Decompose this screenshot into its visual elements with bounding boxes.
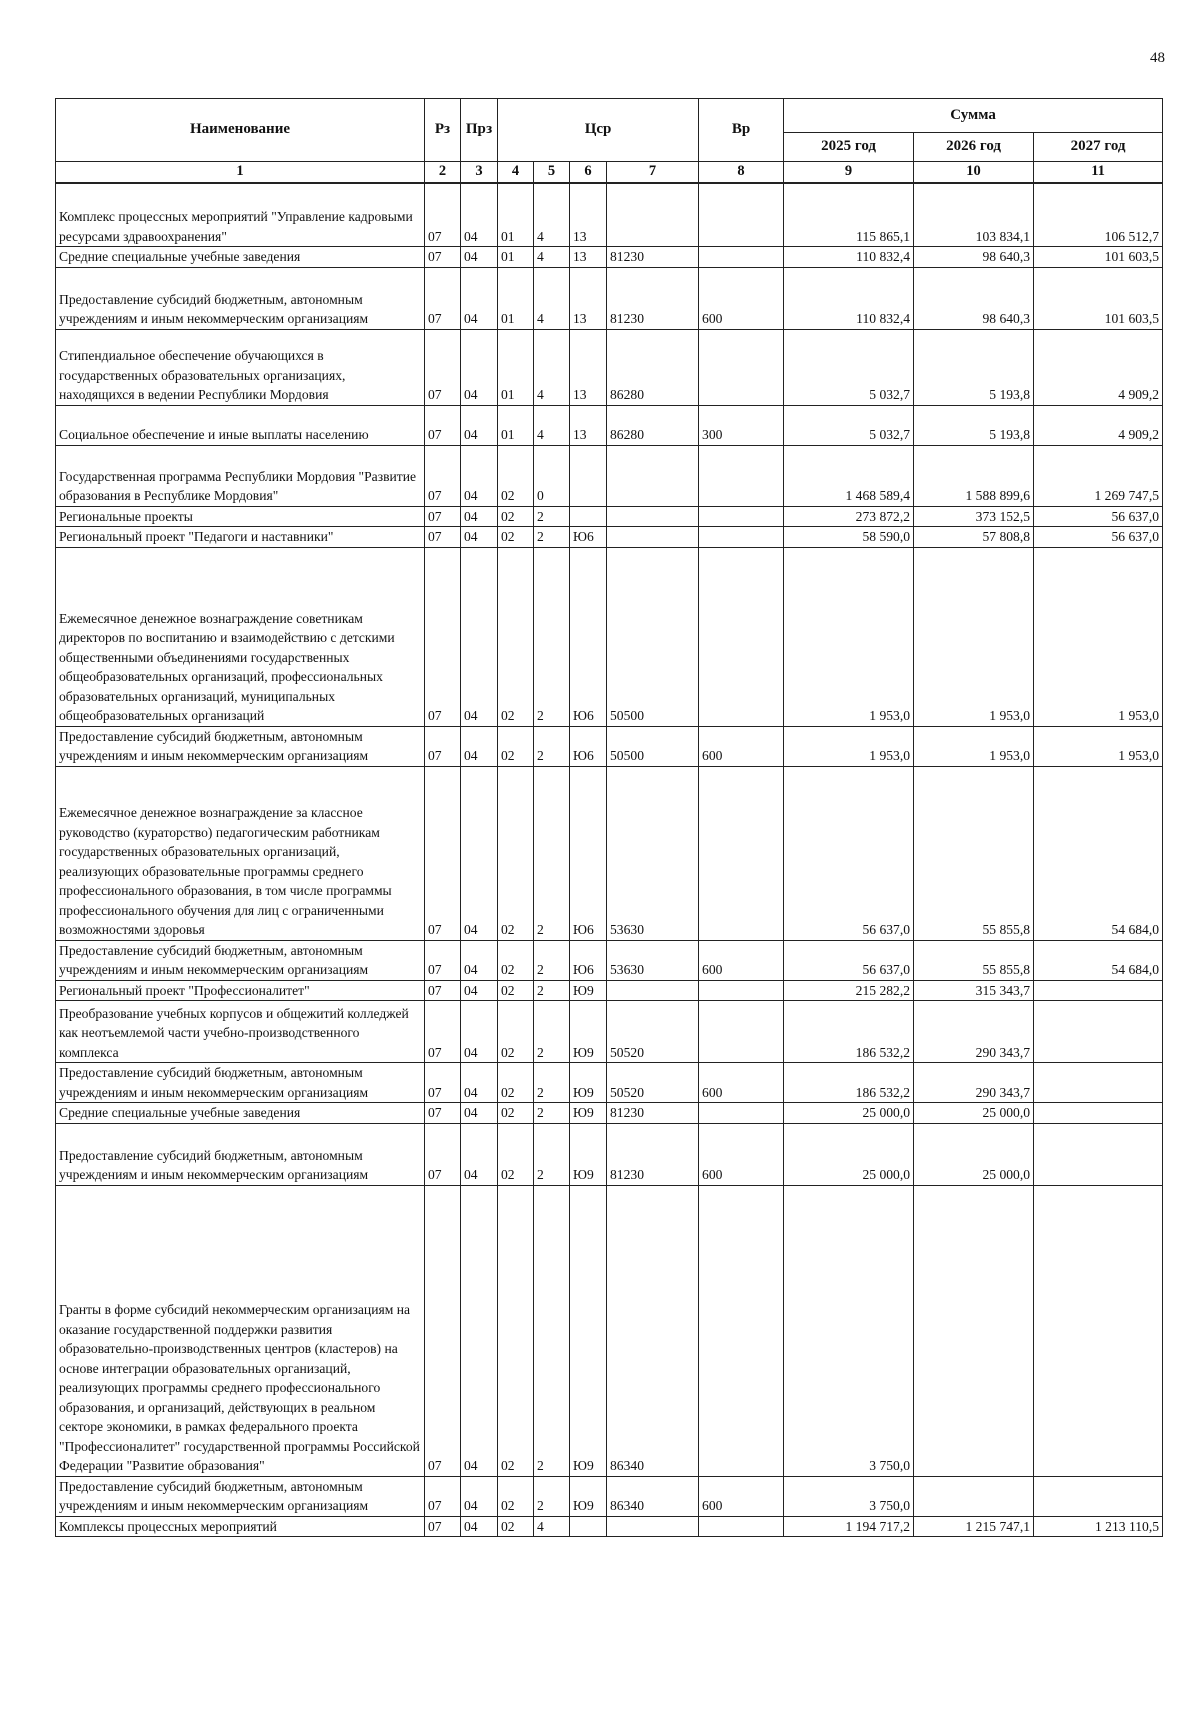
row-sum-2027: 1 269 747,5 [1034,445,1163,506]
column-number: 3 [461,162,498,183]
table-row [56,1001,1163,1063]
row-csr-4: 02 [498,980,534,1001]
row-prz: 04 [461,1516,498,1537]
row-name: Предоставление субсидий бюджетным, автономным учреждениям и иным некоммерческим организациям [56,1476,425,1516]
row-csr-6: Ю6 [570,766,607,940]
row-sum-2027: 56 637,0 [1034,527,1163,548]
row-rz: 07 [425,1063,461,1103]
row-sum-2027 [1034,1063,1163,1103]
row-csr-6: 13 [570,329,607,405]
row-csr-4: 01 [498,267,534,329]
row-sum-2027: 106 512,7 [1034,183,1163,247]
row-csr-5: 2 [534,547,570,726]
row-prz: 04 [461,1185,498,1476]
header-vr: Вр [699,99,784,162]
page-number: 48 [1150,50,1165,66]
row-sum-2025: 5 032,7 [784,405,914,445]
row-csr-4: 02 [498,547,534,726]
column-number: 1 [56,162,425,183]
row-rz: 07 [425,183,461,247]
header-name: Наименование [56,99,425,162]
row-sum-2025: 58 590,0 [784,527,914,548]
row-sum-2027: 54 684,0 [1034,766,1163,940]
header-rz: Рз [425,99,461,162]
row-csr-5: 2 [534,1063,570,1103]
row-csr-4: 01 [498,405,534,445]
column-number: 7 [607,162,699,183]
row-csr-7: 50520 [607,1001,699,1063]
column-number: 6 [570,162,607,183]
table-row [56,547,1163,726]
row-csr-7 [607,183,699,247]
row-rz: 07 [425,1185,461,1476]
row-prz: 04 [461,1123,498,1185]
row-csr-7 [607,1516,699,1537]
row-sum-2027: 4 909,2 [1034,405,1163,445]
row-prz: 04 [461,940,498,980]
row-csr-7: 53630 [607,766,699,940]
row-sum-2027 [1034,980,1163,1001]
row-prz: 04 [461,547,498,726]
row-csr-7: 50500 [607,547,699,726]
row-sum-2025: 215 282,2 [784,980,914,1001]
row-sum-2026: 290 343,7 [914,1001,1034,1063]
row-csr-7 [607,506,699,527]
row-sum-2025: 3 750,0 [784,1476,914,1516]
row-sum-2025: 3 750,0 [784,1185,914,1476]
row-name: Средние специальные учебные заведения [56,247,425,268]
row-csr-4: 02 [498,1185,534,1476]
row-prz: 04 [461,329,498,405]
budget-table [55,98,1163,1537]
row-csr-7: 53630 [607,940,699,980]
row-name: Предоставление субсидий бюджетным, автономным учреждениям и иным некоммерческим организациям [56,1063,425,1103]
row-name: Региональный проект "Педагоги и наставники" [56,527,425,548]
row-name: Предоставление субсидий бюджетным, автономным учреждениям и иным некоммерческим организациям [56,1123,425,1185]
row-prz: 04 [461,506,498,527]
row-sum-2027 [1034,1123,1163,1185]
row-sum-2026: 1 953,0 [914,547,1034,726]
row-sum-2026: 98 640,3 [914,267,1034,329]
row-csr-5: 2 [534,1103,570,1124]
row-csr-6: Ю9 [570,980,607,1001]
row-csr-6 [570,506,607,527]
header-year-2026: 2026 год [914,133,1034,162]
row-rz: 07 [425,1103,461,1124]
row-csr-6: Ю6 [570,547,607,726]
column-number: 2 [425,162,461,183]
row-prz: 04 [461,1001,498,1063]
row-vr [699,766,784,940]
row-csr-7: 86340 [607,1185,699,1476]
table-body [56,183,1163,1537]
row-sum-2025: 110 832,4 [784,247,914,268]
table-row [56,940,1163,980]
row-sum-2027: 101 603,5 [1034,247,1163,268]
row-csr-6: Ю9 [570,1123,607,1185]
row-sum-2025: 186 532,2 [784,1001,914,1063]
row-csr-5: 2 [534,726,570,766]
row-name: Стипендиальное обеспечение обучающихся в государственных образовательных организациях, находящихся в ведении Республики Мордовия [56,329,425,405]
row-sum-2027: 1 953,0 [1034,547,1163,726]
row-csr-5: 0 [534,445,570,506]
row-sum-2025: 1 953,0 [784,726,914,766]
row-vr [699,1516,784,1537]
row-sum-2026: 5 193,8 [914,329,1034,405]
row-name: Региональные проекты [56,506,425,527]
row-rz: 07 [425,940,461,980]
row-sum-2027 [1034,1476,1163,1516]
row-vr [699,1185,784,1476]
table-row [56,1476,1163,1516]
row-rz: 07 [425,445,461,506]
row-csr-4: 02 [498,1001,534,1063]
row-sum-2026: 25 000,0 [914,1103,1034,1124]
row-csr-6: Ю9 [570,1001,607,1063]
row-prz: 04 [461,527,498,548]
row-csr-4: 02 [498,1516,534,1537]
row-name: Ежемесячное денежное вознаграждение за классное руководство (кураторство) педагогическим работникам государственных образовательных организаций, реализующих образовательные программы среднего профессионального образования, в том числе программы профессионального обучения для лиц с ограниченными возможностями здоровья [56,766,425,940]
column-number: 9 [784,162,914,183]
row-sum-2026: 373 152,5 [914,506,1034,527]
header-year-2027: 2027 год [1034,133,1163,162]
row-vr: 600 [699,267,784,329]
row-csr-4: 02 [498,1476,534,1516]
row-name: Социальное обеспечение и иные выплаты населению [56,405,425,445]
table-row [56,267,1163,329]
row-csr-6 [570,445,607,506]
row-sum-2026 [914,1185,1034,1476]
header-prz: Прз [461,99,498,162]
row-rz: 07 [425,1476,461,1516]
row-csr-6: Ю6 [570,527,607,548]
table-row [56,329,1163,405]
row-vr: 600 [699,1476,784,1516]
row-name: Средние специальные учебные заведения [56,1103,425,1124]
row-name: Государственная программа Республики Мордовия "Развитие образования в Республике Мордовия" [56,445,425,506]
row-csr-7 [607,527,699,548]
row-csr-7: 50500 [607,726,699,766]
row-sum-2025: 1 468 589,4 [784,445,914,506]
row-csr-5: 4 [534,405,570,445]
row-vr [699,506,784,527]
row-csr-7: 81230 [607,247,699,268]
row-prz: 04 [461,183,498,247]
row-vr [699,329,784,405]
row-sum-2025: 186 532,2 [784,1063,914,1103]
row-csr-7 [607,445,699,506]
row-vr [699,1103,784,1124]
column-number: 5 [534,162,570,183]
table-row [56,445,1163,506]
row-prz: 04 [461,766,498,940]
row-csr-4: 02 [498,940,534,980]
row-sum-2026: 57 808,8 [914,527,1034,548]
table-row [56,1103,1163,1124]
row-sum-2027: 54 684,0 [1034,940,1163,980]
row-prz: 04 [461,405,498,445]
row-csr-6: Ю9 [570,1476,607,1516]
row-csr-4: 02 [498,506,534,527]
row-sum-2025: 273 872,2 [784,506,914,527]
row-vr [699,247,784,268]
row-name: Преобразование учебных корпусов и общежитий колледжей как неотъемлемой части учебно-производственного комплекса [56,1001,425,1063]
row-name: Предоставление субсидий бюджетным, автономным учреждениям и иным некоммерческим организациям [56,267,425,329]
row-rz: 07 [425,329,461,405]
row-csr-6: 13 [570,183,607,247]
row-csr-6: Ю9 [570,1063,607,1103]
row-sum-2027: 1 213 110,5 [1034,1516,1163,1537]
row-csr-5: 2 [534,506,570,527]
column-number: 8 [699,162,784,183]
row-csr-4: 02 [498,527,534,548]
row-sum-2026: 290 343,7 [914,1063,1034,1103]
row-csr-4: 02 [498,1123,534,1185]
row-prz: 04 [461,980,498,1001]
header-csr: Цср [498,99,699,162]
row-csr-7: 86340 [607,1476,699,1516]
row-csr-5: 4 [534,247,570,268]
row-csr-5: 2 [534,1001,570,1063]
row-sum-2026: 25 000,0 [914,1123,1034,1185]
row-csr-5: 2 [534,1476,570,1516]
row-sum-2025: 25 000,0 [784,1123,914,1185]
row-name: Комплексы процессных мероприятий [56,1516,425,1537]
table-row [56,405,1163,445]
row-rz: 07 [425,1001,461,1063]
row-csr-6: 13 [570,405,607,445]
row-rz: 07 [425,1123,461,1185]
row-name: Комплекс процессных мероприятий "Управление кадровыми ресурсами здравоохранения" [56,183,425,247]
row-sum-2026 [914,1476,1034,1516]
row-rz: 07 [425,1516,461,1537]
row-vr [699,547,784,726]
row-vr: 600 [699,1123,784,1185]
row-csr-6 [570,1516,607,1537]
row-prz: 04 [461,267,498,329]
row-csr-4: 02 [498,1103,534,1124]
row-csr-7 [607,980,699,1001]
row-sum-2026: 1 588 899,6 [914,445,1034,506]
row-csr-4: 01 [498,329,534,405]
row-sum-2027: 56 637,0 [1034,506,1163,527]
row-sum-2027: 101 603,5 [1034,267,1163,329]
row-csr-7: 81230 [607,267,699,329]
row-name: Региональный проект "Профессионалитет" [56,980,425,1001]
table-row [56,527,1163,548]
table-row [56,766,1163,940]
row-rz: 07 [425,766,461,940]
row-vr [699,1001,784,1063]
row-sum-2026: 315 343,7 [914,980,1034,1001]
table-row [56,1123,1163,1185]
table-row [56,980,1163,1001]
row-csr-6: 13 [570,247,607,268]
table-row [56,247,1163,268]
row-csr-5: 4 [534,267,570,329]
row-rz: 07 [425,267,461,329]
row-prz: 04 [461,247,498,268]
row-sum-2025: 1 194 717,2 [784,1516,914,1537]
row-sum-2025: 110 832,4 [784,267,914,329]
row-csr-6: Ю9 [570,1185,607,1476]
row-csr-6: 13 [570,267,607,329]
row-rz: 07 [425,980,461,1001]
row-rz: 07 [425,547,461,726]
header-sum: Сумма [784,99,1163,133]
row-csr-7: 81230 [607,1123,699,1185]
row-csr-5: 4 [534,329,570,405]
row-vr: 600 [699,1063,784,1103]
row-csr-5: 2 [534,940,570,980]
row-sum-2027 [1034,1001,1163,1063]
row-csr-6: Ю6 [570,726,607,766]
header-year-2025: 2025 год [784,133,914,162]
row-prz: 04 [461,1103,498,1124]
row-csr-4: 02 [498,445,534,506]
column-number: 10 [914,162,1034,183]
row-csr-6: Ю9 [570,1103,607,1124]
row-csr-5: 2 [534,766,570,940]
row-vr [699,445,784,506]
row-sum-2027: 1 953,0 [1034,726,1163,766]
row-rz: 07 [425,506,461,527]
row-csr-4: 02 [498,726,534,766]
row-sum-2025: 56 637,0 [784,766,914,940]
row-sum-2026: 1 215 747,1 [914,1516,1034,1537]
row-csr-7: 86280 [607,405,699,445]
row-vr: 300 [699,405,784,445]
row-name: Гранты в форме субсидий некоммерческим организациям на оказание государственной поддержки развития образовательно-производственных центров (кластеров) на основе интеграции образовательных организаций, реализующих программы среднего профессионального образования, и организаций, действующих в реальном секторе экономики, в рамках федерального проекта "Профессионалитет" государственной программы Российской Федерации "Развитие образования" [56,1185,425,1476]
row-sum-2026: 5 193,8 [914,405,1034,445]
row-sum-2027: 4 909,2 [1034,329,1163,405]
row-csr-4: 02 [498,766,534,940]
column-number: 4 [498,162,534,183]
table-row [56,1185,1163,1476]
row-rz: 07 [425,405,461,445]
column-number: 11 [1034,162,1163,183]
table-row [56,1063,1163,1103]
row-sum-2025: 56 637,0 [784,940,914,980]
row-csr-4: 01 [498,183,534,247]
row-csr-5: 4 [534,1516,570,1537]
row-csr-7: 50520 [607,1063,699,1103]
row-csr-5: 4 [534,183,570,247]
row-vr: 600 [699,940,784,980]
row-csr-4: 01 [498,247,534,268]
table-row [56,726,1163,766]
row-csr-4: 02 [498,1063,534,1103]
row-name: Ежемесячное денежное вознаграждение советникам директоров по воспитанию и взаимодействию с детскими общественными объединениями государственных общеобразовательных организаций, профессиональных образовательных организаций, муниципальных общеобразовательных организаций [56,547,425,726]
column-numbers-row [56,162,1163,183]
row-prz: 04 [461,1476,498,1516]
row-vr [699,183,784,247]
row-rz: 07 [425,527,461,548]
row-csr-5: 2 [534,1185,570,1476]
row-csr-5: 2 [534,527,570,548]
row-sum-2026: 1 953,0 [914,726,1034,766]
row-prz: 04 [461,1063,498,1103]
row-sum-2027 [1034,1103,1163,1124]
row-sum-2027 [1034,1185,1163,1476]
row-rz: 07 [425,726,461,766]
row-prz: 04 [461,726,498,766]
row-sum-2026: 55 855,8 [914,940,1034,980]
row-name: Предоставление субсидий бюджетным, автономным учреждениям и иным некоммерческим организациям [56,940,425,980]
row-sum-2026: 55 855,8 [914,766,1034,940]
row-csr-7: 81230 [607,1103,699,1124]
table-row [56,1516,1163,1537]
row-sum-2026: 103 834,1 [914,183,1034,247]
row-sum-2026: 98 640,3 [914,247,1034,268]
row-sum-2025: 115 865,1 [784,183,914,247]
row-name: Предоставление субсидий бюджетным, автономным учреждениям и иным некоммерческим организациям [56,726,425,766]
table-row [56,506,1163,527]
row-csr-5: 2 [534,980,570,1001]
table-row [56,183,1163,247]
row-csr-6: Ю6 [570,940,607,980]
row-csr-5: 2 [534,1123,570,1185]
row-vr: 600 [699,726,784,766]
row-sum-2025: 5 032,7 [784,329,914,405]
row-sum-2025: 25 000,0 [784,1103,914,1124]
row-vr [699,980,784,1001]
row-sum-2025: 1 953,0 [784,547,914,726]
row-prz: 04 [461,445,498,506]
row-vr [699,527,784,548]
row-csr-7: 86280 [607,329,699,405]
row-rz: 07 [425,247,461,268]
